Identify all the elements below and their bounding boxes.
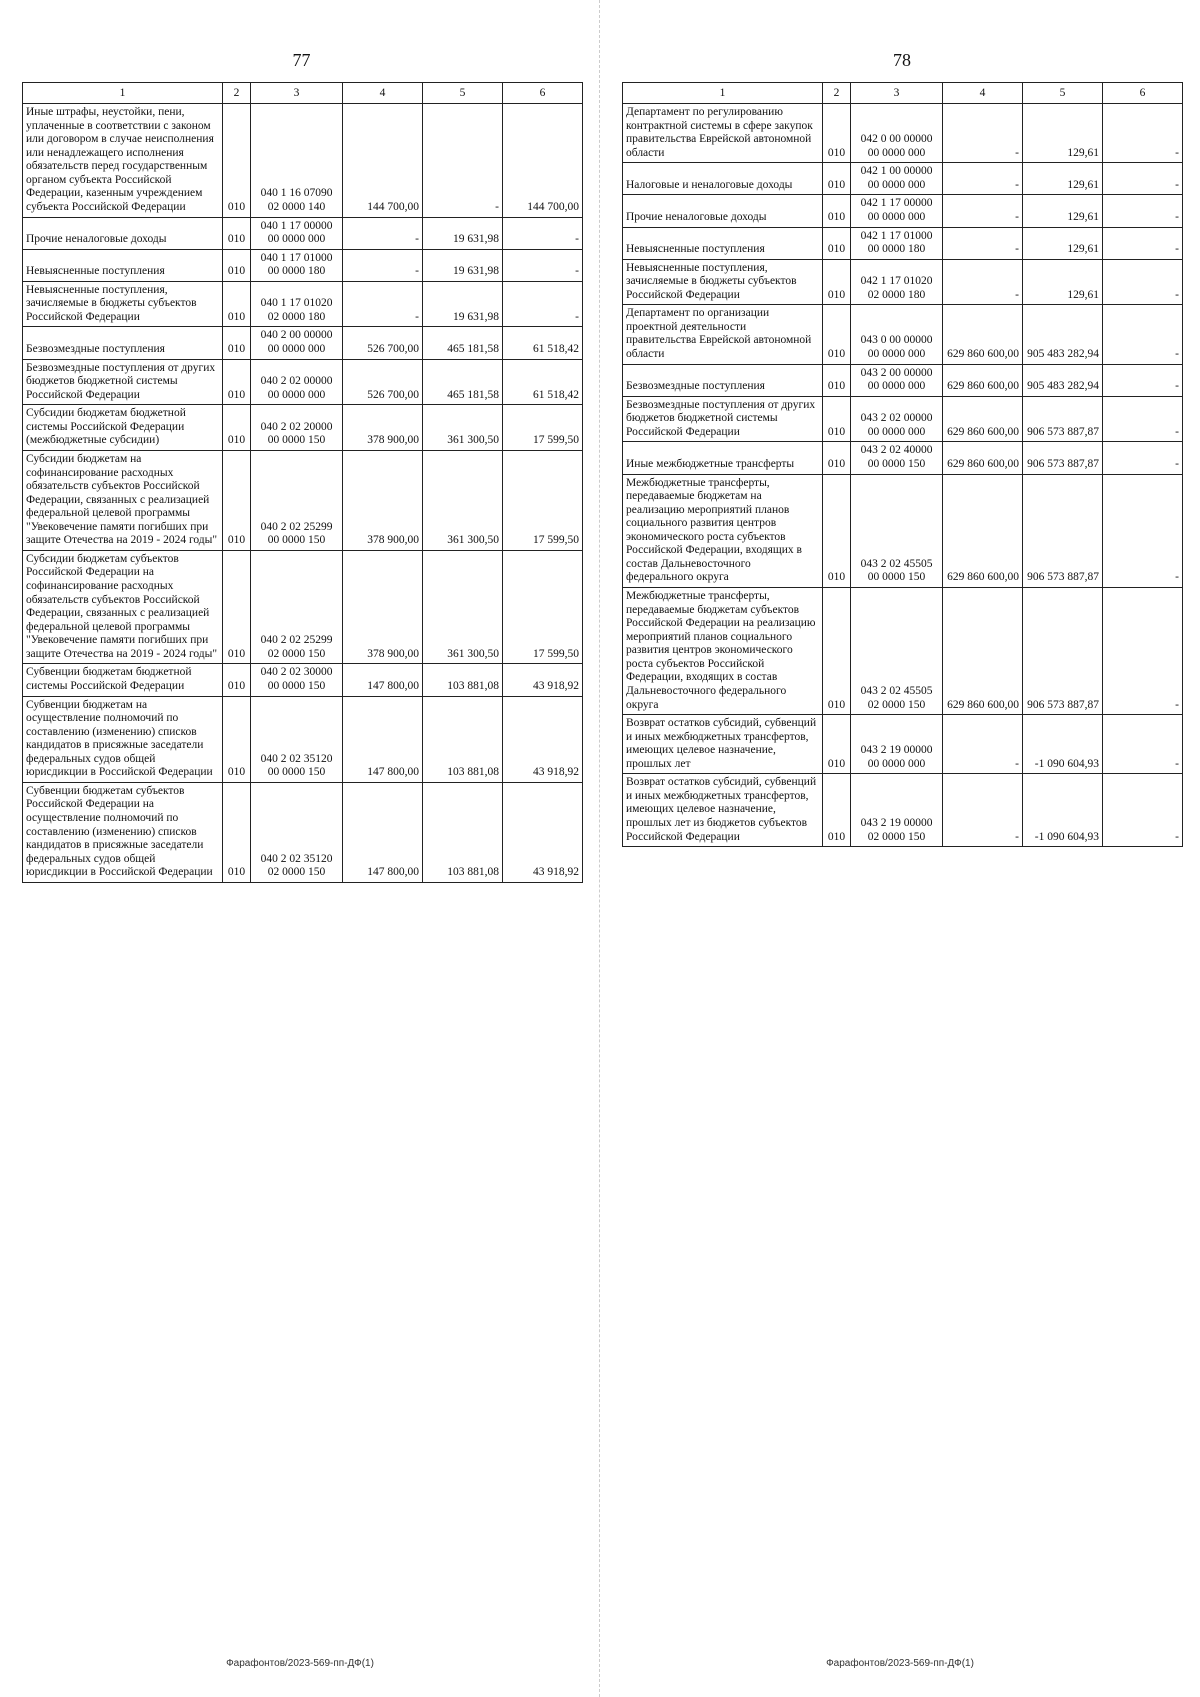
column-header: 4 xyxy=(943,83,1023,104)
table-row xyxy=(23,696,583,782)
approved-amount-cell: 147 800,00 xyxy=(343,664,423,696)
unexecuted-amount-cell: 17 599,50 xyxy=(503,550,583,664)
budget-classification-code-cell: 040 2 02 25299 02 0000 150 xyxy=(251,550,343,664)
row-code-cell: 010 xyxy=(223,281,251,327)
executed-amount-cell: 129,61 xyxy=(1023,104,1103,163)
unexecuted-amount-cell: 43 918,92 xyxy=(503,664,583,696)
executed-amount-cell: - xyxy=(423,104,503,218)
unexecuted-amount-cell: - xyxy=(1103,396,1183,442)
row-code-cell: 010 xyxy=(823,163,851,195)
table-row xyxy=(23,405,583,451)
executed-amount-cell: 129,61 xyxy=(1023,227,1103,259)
table-row xyxy=(623,474,1183,588)
row-name-cell: Безвозмездные поступления xyxy=(623,364,823,396)
approved-amount-cell: 378 900,00 xyxy=(343,405,423,451)
row-name-cell: Субвенции бюджетам на осуществление полномочий по составлению (изменению) списков кандидатов в присяжные заседатели федеральных судов общей юрисдикции в Российской Федерации xyxy=(23,696,223,782)
budget-classification-code-cell: 040 2 02 35120 02 0000 150 xyxy=(251,782,343,882)
budget-classification-code-cell: 040 1 17 01000 00 0000 180 xyxy=(251,249,343,281)
unexecuted-amount-cell: - xyxy=(1103,227,1183,259)
row-name-cell: Иные штрафы, неустойки, пени, уплаченные в соответствии с законом или договором в случае неисполнения или ненадлежащего исполнения обязательств перед государственным органом субъекта Российской Федерации, казенным учреждением субъекта Российской Федерации xyxy=(23,104,223,218)
row-name-cell: Возврат остатков субсидий, субвенций и иных межбюджетных трансфертов, имеющих целевое назначение, прошлых лет из бюджетов субъектов Российской Федерации xyxy=(623,774,823,847)
approved-amount-cell: 147 800,00 xyxy=(343,696,423,782)
executed-amount-cell: -1 090 604,93 xyxy=(1023,774,1103,847)
document-page-78 xyxy=(600,0,1200,1697)
page-number: 77 xyxy=(292,50,311,70)
row-name-cell: Департамент по организации проектной деятельности правительства Еврейской автономной области xyxy=(623,305,823,364)
approved-amount-cell: 378 900,00 xyxy=(343,450,423,550)
revenue-table xyxy=(22,82,583,883)
column-header: 1 xyxy=(23,83,223,104)
row-code-cell: 010 xyxy=(823,259,851,305)
budget-classification-code-cell: 042 1 17 01020 02 0000 180 xyxy=(851,259,943,305)
budget-classification-code-cell: 040 2 00 00000 00 0000 000 xyxy=(251,327,343,359)
budget-classification-code-cell: 043 2 02 45505 02 0000 150 xyxy=(851,588,943,715)
unexecuted-amount-cell: 43 918,92 xyxy=(503,696,583,782)
executed-amount-cell: 906 573 887,87 xyxy=(1023,474,1103,588)
budget-classification-code-cell: 040 1 17 01020 02 0000 180 xyxy=(251,281,343,327)
approved-amount-cell: 147 800,00 xyxy=(343,782,423,882)
row-code-cell: 010 xyxy=(823,588,851,715)
table-body xyxy=(623,104,1183,847)
row-name-cell: Прочие неналоговые доходы xyxy=(623,195,823,227)
executed-amount-cell: 19 631,98 xyxy=(423,281,503,327)
row-code-cell: 010 xyxy=(223,104,251,218)
table-row xyxy=(623,259,1183,305)
table-row xyxy=(623,305,1183,364)
executed-amount-cell: 103 881,08 xyxy=(423,664,503,696)
column-header: 3 xyxy=(851,83,943,104)
table-row xyxy=(23,550,583,664)
unexecuted-amount-cell: - xyxy=(1103,163,1183,195)
column-header: 6 xyxy=(1103,83,1183,104)
approved-amount-cell: - xyxy=(343,281,423,327)
table-row xyxy=(623,364,1183,396)
row-code-cell: 010 xyxy=(823,195,851,227)
unexecuted-amount-cell: - xyxy=(1103,442,1183,474)
document-footer-code: Фарафонтов/2023-569-пп-ДФ(1) xyxy=(226,1658,374,1669)
executed-amount-cell: 465 181,58 xyxy=(423,327,503,359)
executed-amount-cell: 129,61 xyxy=(1023,195,1103,227)
row-code-cell: 010 xyxy=(223,664,251,696)
table-row xyxy=(23,281,583,327)
unexecuted-amount-cell: - xyxy=(503,249,583,281)
unexecuted-amount-cell: - xyxy=(503,217,583,249)
executed-amount-cell: 361 300,50 xyxy=(423,405,503,451)
row-code-cell: 010 xyxy=(223,782,251,882)
table-row xyxy=(23,450,583,550)
unexecuted-amount-cell: - xyxy=(1103,774,1183,847)
row-code-cell: 010 xyxy=(223,249,251,281)
approved-amount-cell: 629 860 600,00 xyxy=(943,396,1023,442)
approved-amount-cell: - xyxy=(943,715,1023,774)
budget-classification-code-cell: 040 2 02 25299 00 0000 150 xyxy=(251,450,343,550)
table-row xyxy=(23,104,583,218)
budget-classification-code-cell: 043 2 02 00000 00 0000 000 xyxy=(851,396,943,442)
table-row xyxy=(623,588,1183,715)
budget-classification-code-cell: 040 2 02 30000 00 0000 150 xyxy=(251,664,343,696)
budget-classification-code-cell: 043 0 00 00000 00 0000 000 xyxy=(851,305,943,364)
unexecuted-amount-cell: 61 518,42 xyxy=(503,359,583,405)
row-name-cell: Налоговые и неналоговые доходы xyxy=(623,163,823,195)
approved-amount-cell: 526 700,00 xyxy=(343,327,423,359)
executed-amount-cell: -1 090 604,93 xyxy=(1023,715,1103,774)
row-name-cell: Прочие неналоговые доходы xyxy=(23,217,223,249)
executed-amount-cell: 465 181,58 xyxy=(423,359,503,405)
executed-amount-cell: 103 881,08 xyxy=(423,782,503,882)
budget-classification-code-cell: 043 2 02 45505 00 0000 150 xyxy=(851,474,943,588)
row-name-cell: Межбюджетные трансферты, передаваемые бюджетам субъектов Российской Федерации на реализацию мероприятий планов социального развития центров экономического роста субъектов Российской Федерации, входящих в состав Дальневосточного федерального округа xyxy=(623,588,823,715)
row-code-cell: 010 xyxy=(823,715,851,774)
unexecuted-amount-cell: 144 700,00 xyxy=(503,104,583,218)
approved-amount-cell: 144 700,00 xyxy=(343,104,423,218)
row-code-cell: 010 xyxy=(223,217,251,249)
approved-amount-cell: - xyxy=(943,259,1023,305)
column-header: 4 xyxy=(343,83,423,104)
unexecuted-amount-cell: - xyxy=(1103,305,1183,364)
row-name-cell: Субвенции бюджетам субъектов Российской Федерации на осуществление полномочий по составлению (изменению) списков кандидатов в присяжные заседатели федеральных судов общей юрисдикции в Российской Федерации xyxy=(23,782,223,882)
table-body xyxy=(23,104,583,883)
unexecuted-amount-cell: - xyxy=(1103,259,1183,305)
executed-amount-cell: 906 573 887,87 xyxy=(1023,442,1103,474)
unexecuted-amount-cell: - xyxy=(1103,588,1183,715)
budget-classification-code-cell: 040 1 17 00000 00 0000 000 xyxy=(251,217,343,249)
executed-amount-cell: 19 631,98 xyxy=(423,217,503,249)
approved-amount-cell: - xyxy=(343,249,423,281)
approved-amount-cell: 629 860 600,00 xyxy=(943,474,1023,588)
table-row xyxy=(623,163,1183,195)
approved-amount-cell: 526 700,00 xyxy=(343,359,423,405)
row-name-cell: Субсидии бюджетам субъектов Российской Федерации на софинансирование расходных обязательств субъектов Российской Федерации, связанных с реализацией федеральной целевой программы "Увековечение памяти погибших при защите Отечества на 2019 - 2024 годы" xyxy=(23,550,223,664)
approved-amount-cell: 378 900,00 xyxy=(343,550,423,664)
executed-amount-cell: 361 300,50 xyxy=(423,450,503,550)
executed-amount-cell: 129,61 xyxy=(1023,163,1103,195)
revenue-table xyxy=(622,82,1183,847)
budget-classification-code-cell: 043 2 00 00000 00 0000 000 xyxy=(851,364,943,396)
budget-classification-code-cell: 043 2 19 00000 00 0000 000 xyxy=(851,715,943,774)
row-name-cell: Невыясненные поступления, зачисляемые в бюджеты субъектов Российской Федерации xyxy=(23,281,223,327)
unexecuted-amount-cell: - xyxy=(1103,474,1183,588)
row-code-cell: 010 xyxy=(823,104,851,163)
table-row xyxy=(623,227,1183,259)
approved-amount-cell: 629 860 600,00 xyxy=(943,442,1023,474)
row-code-cell: 010 xyxy=(823,442,851,474)
row-code-cell: 010 xyxy=(223,405,251,451)
row-name-cell: Субвенции бюджетам бюджетной системы Российской Федерации xyxy=(23,664,223,696)
unexecuted-amount-cell: 17 599,50 xyxy=(503,450,583,550)
document-footer-code: Фарафонтов/2023-569-пп-ДФ(1) xyxy=(826,1658,974,1669)
row-name-cell: Безвозмездные поступления xyxy=(23,327,223,359)
approved-amount-cell: - xyxy=(343,217,423,249)
row-name-cell: Департамент по регулированию контрактной системы в сфере закупок правительства Еврейской автономной области xyxy=(623,104,823,163)
row-code-cell: 010 xyxy=(223,359,251,405)
row-code-cell: 010 xyxy=(223,550,251,664)
executed-amount-cell: 129,61 xyxy=(1023,259,1103,305)
row-name-cell: Иные межбюджетные трансферты xyxy=(623,442,823,474)
page-number: 78 xyxy=(893,50,911,70)
executed-amount-cell: 19 631,98 xyxy=(423,249,503,281)
row-code-cell: 010 xyxy=(823,305,851,364)
row-code-cell: 010 xyxy=(223,327,251,359)
row-code-cell: 010 xyxy=(823,364,851,396)
row-code-cell: 010 xyxy=(823,396,851,442)
executed-amount-cell: 103 881,08 xyxy=(423,696,503,782)
row-code-cell: 010 xyxy=(223,450,251,550)
approved-amount-cell: - xyxy=(943,104,1023,163)
budget-classification-code-cell: 040 2 02 20000 00 0000 150 xyxy=(251,405,343,451)
unexecuted-amount-cell: - xyxy=(1103,364,1183,396)
approved-amount-cell: 629 860 600,00 xyxy=(943,305,1023,364)
row-code-cell: 010 xyxy=(223,696,251,782)
row-name-cell: Невыясненные поступления, зачисляемые в бюджеты субъектов Российской Федерации xyxy=(623,259,823,305)
budget-classification-code-cell: 043 2 19 00000 02 0000 150 xyxy=(851,774,943,847)
column-header: 2 xyxy=(223,83,251,104)
approved-amount-cell: 629 860 600,00 xyxy=(943,364,1023,396)
table-row xyxy=(23,249,583,281)
executed-amount-cell: 905 483 282,94 xyxy=(1023,305,1103,364)
unexecuted-amount-cell: - xyxy=(1103,715,1183,774)
row-name-cell: Невыясненные поступления xyxy=(23,249,223,281)
budget-classification-code-cell: 043 2 02 40000 00 0000 150 xyxy=(851,442,943,474)
unexecuted-amount-cell: 61 518,42 xyxy=(503,327,583,359)
column-header: 5 xyxy=(423,83,503,104)
budget-classification-code-cell: 040 2 02 35120 00 0000 150 xyxy=(251,696,343,782)
row-code-cell: 010 xyxy=(823,227,851,259)
table-row xyxy=(23,217,583,249)
budget-classification-code-cell: 040 2 02 00000 00 0000 000 xyxy=(251,359,343,405)
row-name-cell: Субсидии бюджетам бюджетной системы Российской Федерации (межбюджетные субсидии) xyxy=(23,405,223,451)
table-row xyxy=(623,396,1183,442)
approved-amount-cell: - xyxy=(943,774,1023,847)
executed-amount-cell: 361 300,50 xyxy=(423,550,503,664)
column-header: 5 xyxy=(1023,83,1103,104)
row-name-cell: Безвозмездные поступления от других бюджетов бюджетной системы Российской Федерации xyxy=(23,359,223,405)
column-header: 6 xyxy=(503,83,583,104)
budget-classification-code-cell: 042 1 17 00000 00 0000 000 xyxy=(851,195,943,227)
table-row xyxy=(623,104,1183,163)
executed-amount-cell: 905 483 282,94 xyxy=(1023,364,1103,396)
executed-amount-cell: 906 573 887,87 xyxy=(1023,588,1103,715)
table-header-row xyxy=(623,83,1183,104)
unexecuted-amount-cell: - xyxy=(503,281,583,327)
table-row xyxy=(23,359,583,405)
row-name-cell: Межбюджетные трансферты, передаваемые бюджетам на реализацию мероприятий планов социального развития центров экономического роста субъектов Российской Федерации, входящих в состав Дальневосточного федерального округа xyxy=(623,474,823,588)
row-name-cell: Возврат остатков субсидий, субвенций и иных межбюджетных трансфертов, имеющих целевое назначение, прошлых лет xyxy=(623,715,823,774)
budget-classification-code-cell: 040 1 16 07090 02 0000 140 xyxy=(251,104,343,218)
approved-amount-cell: 629 860 600,00 xyxy=(943,588,1023,715)
row-code-cell: 010 xyxy=(823,474,851,588)
unexecuted-amount-cell: - xyxy=(1103,104,1183,163)
budget-classification-code-cell: 042 1 17 01000 00 0000 180 xyxy=(851,227,943,259)
table-row xyxy=(623,715,1183,774)
unexecuted-amount-cell: 17 599,50 xyxy=(503,405,583,451)
table-row xyxy=(23,327,583,359)
table-row xyxy=(623,774,1183,847)
approved-amount-cell: - xyxy=(943,195,1023,227)
column-header: 1 xyxy=(623,83,823,104)
table-row xyxy=(623,442,1183,474)
unexecuted-amount-cell: - xyxy=(1103,195,1183,227)
row-name-cell: Субсидии бюджетам на софинансирование расходных обязательств субъектов Российской Федерации, связанных с реализацией федеральной целевой программы "Увековечение памяти погибших при защите Отечества на 2019 - 2024 годы" xyxy=(23,450,223,550)
unexecuted-amount-cell: 43 918,92 xyxy=(503,782,583,882)
column-header: 2 xyxy=(823,83,851,104)
row-name-cell: Безвозмездные поступления от других бюджетов бюджетной системы Российской Федерации xyxy=(623,396,823,442)
column-header: 3 xyxy=(251,83,343,104)
table-row xyxy=(623,195,1183,227)
budget-classification-code-cell: 042 1 00 00000 00 0000 000 xyxy=(851,163,943,195)
budget-classification-code-cell: 042 0 00 00000 00 0000 000 xyxy=(851,104,943,163)
row-name-cell: Невыясненные поступления xyxy=(623,227,823,259)
row-code-cell: 010 xyxy=(823,774,851,847)
executed-amount-cell: 906 573 887,87 xyxy=(1023,396,1103,442)
approved-amount-cell: - xyxy=(943,227,1023,259)
table-header-row xyxy=(23,83,583,104)
table-row xyxy=(23,782,583,882)
approved-amount-cell: - xyxy=(943,163,1023,195)
table-row xyxy=(23,664,583,696)
